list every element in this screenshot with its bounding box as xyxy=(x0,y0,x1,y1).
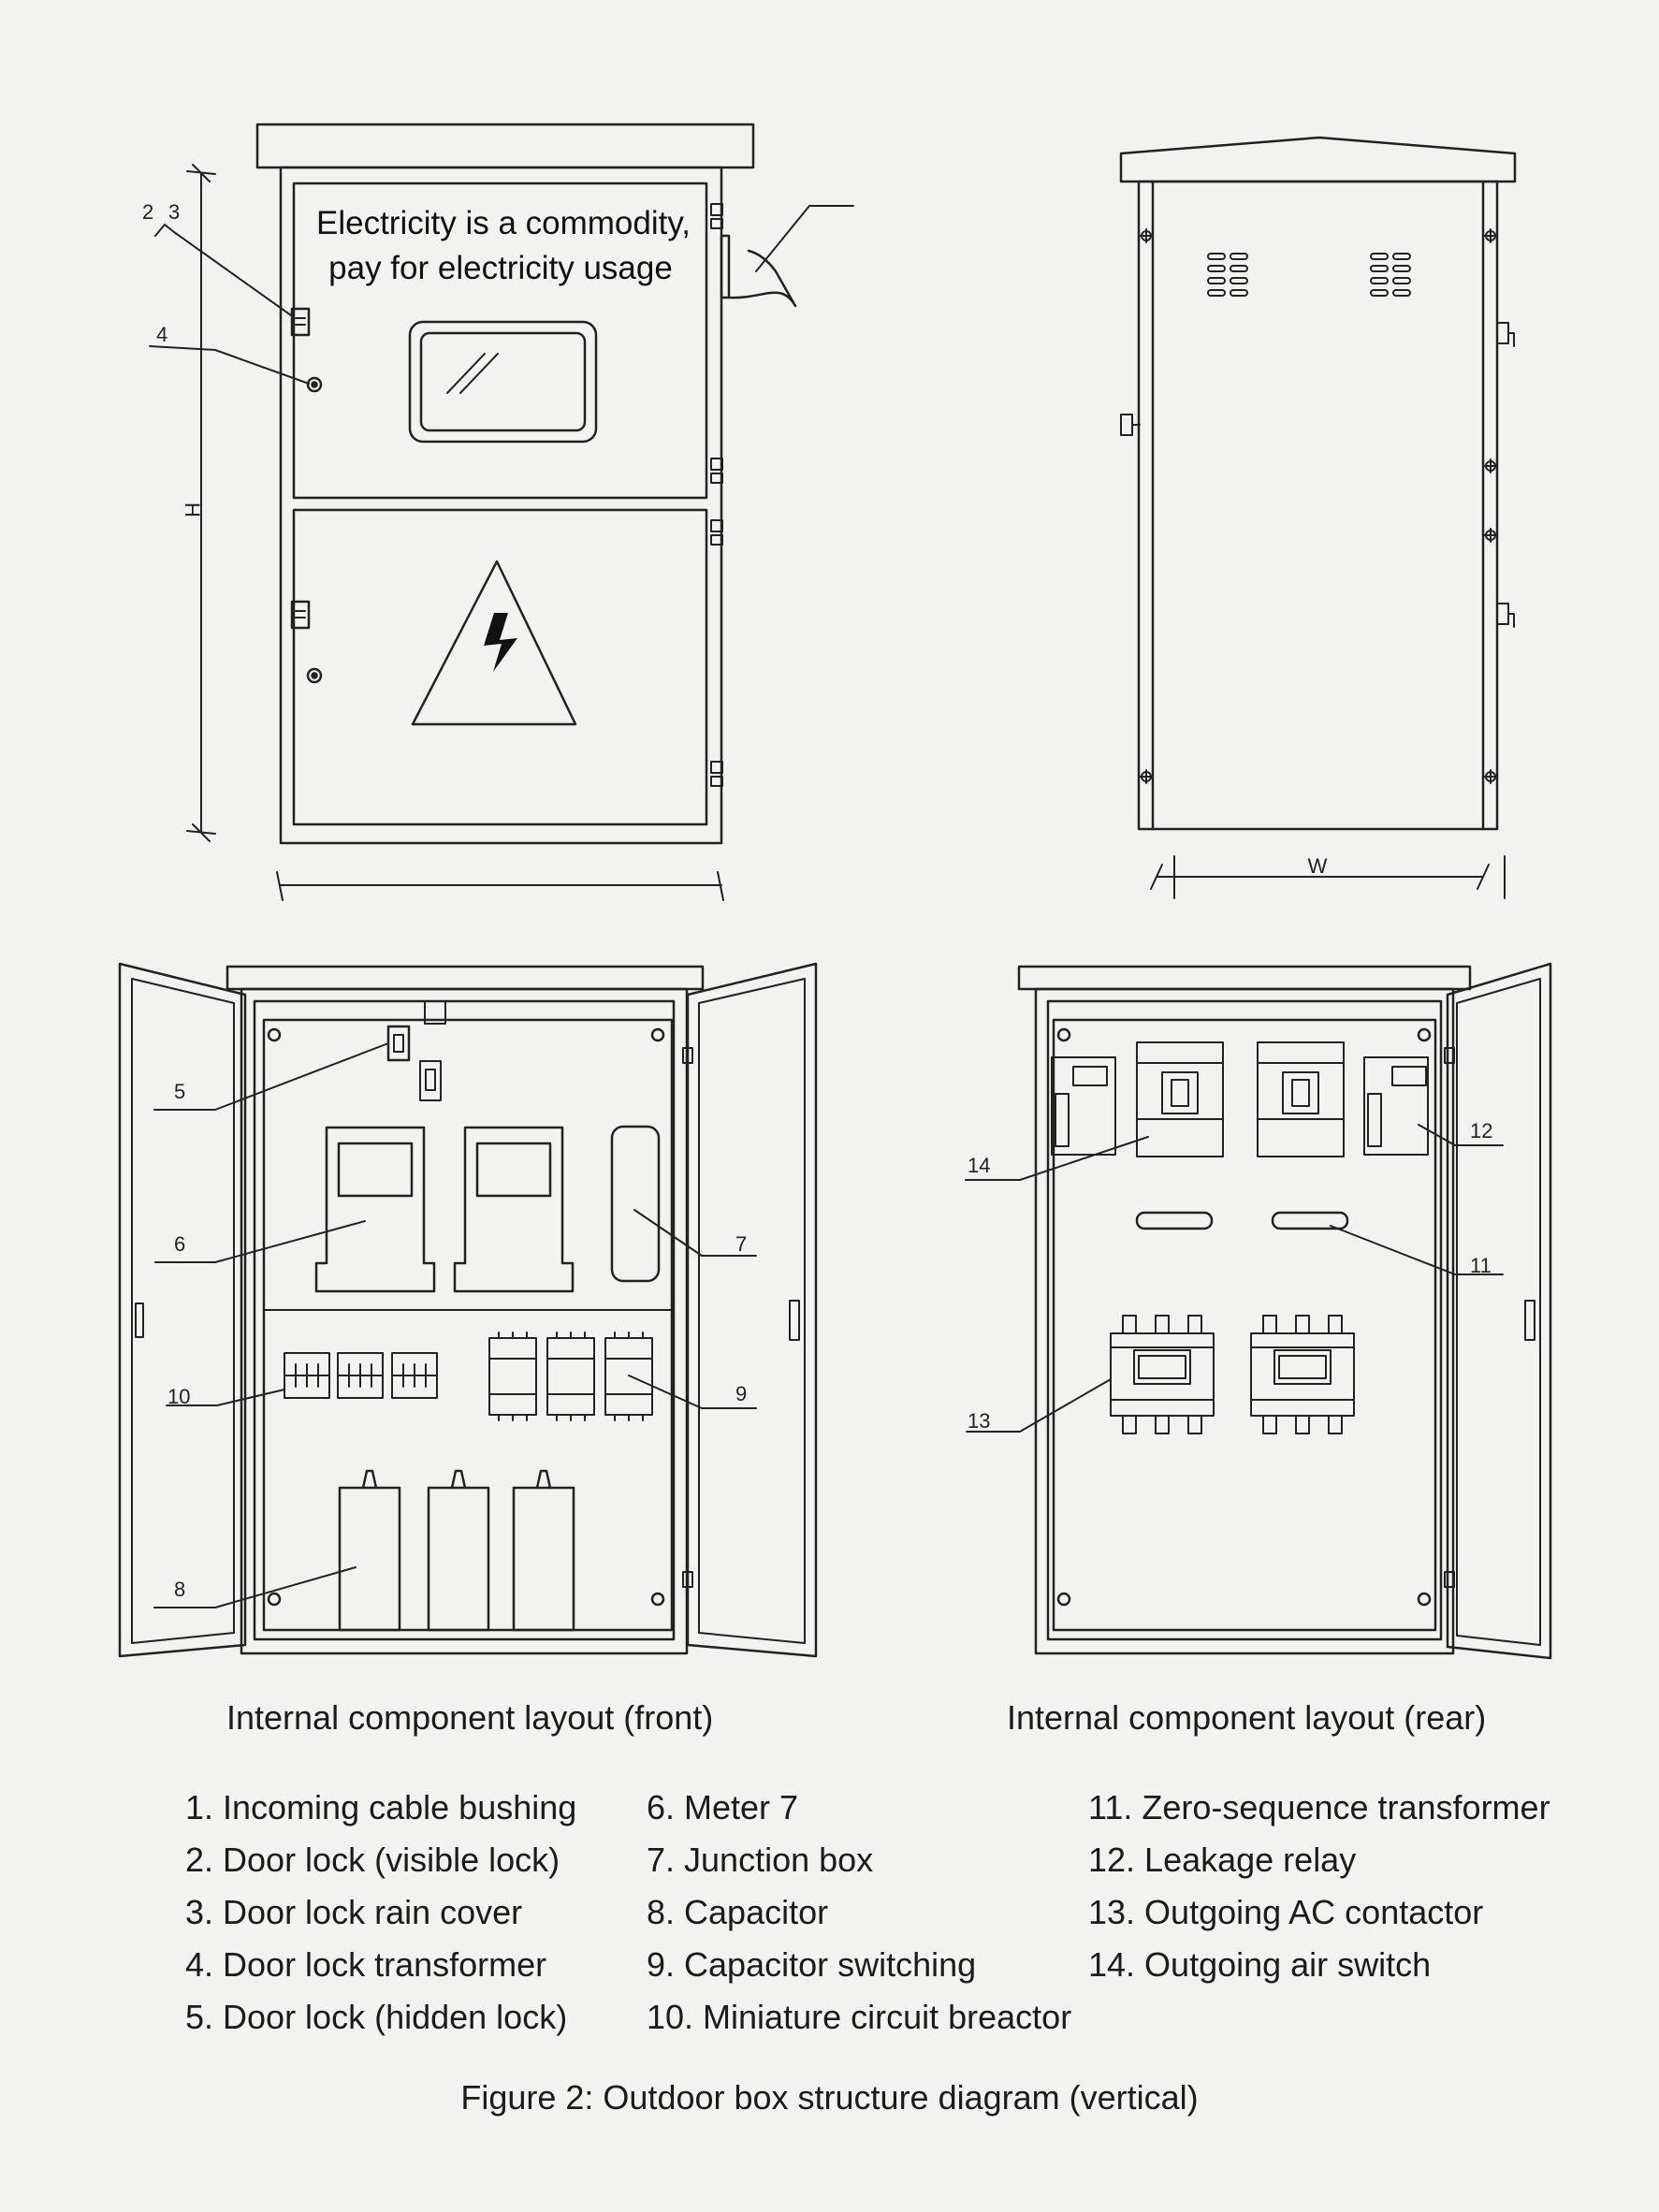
sign-line-1: Electricity is a commodity, xyxy=(316,205,691,241)
legend-item: 11. Zero-sequence transformer xyxy=(1088,1788,1550,1826)
leakage-relays xyxy=(1052,1057,1428,1155)
legend-column-2 xyxy=(647,1782,1071,2044)
sign-line-2: pay for electricity usage xyxy=(328,250,673,286)
front-left-door xyxy=(120,964,245,1656)
callout-6: 6 xyxy=(174,1232,186,1256)
junction-box xyxy=(612,1127,659,1281)
side-roof xyxy=(1121,138,1515,182)
outgoing-ac-contactors xyxy=(1111,1316,1354,1433)
legend-item: 5. Door lock (hidden lock) xyxy=(185,1998,568,2036)
width-label: W xyxy=(1307,854,1328,878)
legend-item: 1. Incoming cable bushing xyxy=(185,1788,577,1826)
internal-rear-layout xyxy=(966,964,1550,1658)
rear-mounting-plate xyxy=(1054,1020,1435,1630)
width-dimension xyxy=(1151,856,1505,898)
front-exterior-view xyxy=(142,124,853,900)
rear-cabinet-frame xyxy=(1036,989,1453,1653)
callout-3: 3 xyxy=(168,200,181,224)
callout-13: 13 xyxy=(968,1409,991,1433)
capacitor-switching xyxy=(489,1332,652,1420)
legend-item: 12. Leakage relay xyxy=(1088,1841,1357,1879)
caption-internal-front: Internal component layout (front) xyxy=(226,1698,714,1737)
caption-internal-rear: Internal component layout (rear) xyxy=(1007,1698,1487,1737)
legend-item: 6. Meter 7 xyxy=(647,1788,799,1826)
callout-8: 8 xyxy=(174,1578,186,1601)
meter-window xyxy=(410,322,596,442)
side-exterior-view xyxy=(1121,138,1515,898)
legend-column-1 xyxy=(185,1782,576,2044)
legend-column-3 xyxy=(1088,1782,1550,1991)
callout-9: 9 xyxy=(735,1382,748,1405)
side-panel xyxy=(1139,182,1497,829)
legend-item: 7. Junction box xyxy=(647,1841,874,1879)
ventilation-louvers xyxy=(1208,254,1410,296)
front-mounting-plate xyxy=(264,1020,672,1630)
outgoing-air-switches xyxy=(1137,1042,1344,1157)
internal-front-layout xyxy=(120,964,816,1656)
meters xyxy=(316,1128,573,1291)
legend-item: 8. Capacitor xyxy=(647,1893,829,1931)
legend-item: 3. Door lock rain cover xyxy=(185,1893,523,1931)
door-lock-hidden xyxy=(388,1026,409,1060)
legend-item: 14. Outgoing air switch xyxy=(1088,1945,1432,1984)
lightning-bolt-icon xyxy=(484,613,517,672)
callout-11: 11 xyxy=(1470,1254,1492,1277)
callout-12: 12 xyxy=(1470,1119,1493,1142)
callout-2: 2 xyxy=(142,200,154,224)
height-label: H xyxy=(181,502,204,517)
zero-sequence-transformer xyxy=(1137,1213,1212,1229)
incoming-cable-bushing xyxy=(721,236,729,298)
lower-door xyxy=(294,510,706,824)
callout-14: 14 xyxy=(968,1154,991,1177)
miniature-circuit-breakers xyxy=(284,1353,437,1398)
callout-10: 10 xyxy=(167,1385,191,1408)
callout-7: 7 xyxy=(735,1232,748,1256)
callout-1-leader xyxy=(756,206,853,271)
callout-5: 5 xyxy=(174,1080,186,1103)
front-cabinet-frame xyxy=(241,989,687,1653)
roof xyxy=(257,124,753,167)
legend-item: 9. Capacitor switching xyxy=(647,1945,977,1984)
legend-item: 2. Door lock (visible lock) xyxy=(185,1841,560,1879)
capacitors xyxy=(340,1471,574,1630)
front-right-door xyxy=(688,964,816,1656)
legend-item: 4. Door lock transformer xyxy=(185,1945,547,1984)
callout-4: 4 xyxy=(156,323,168,346)
legend-item: 10. Miniature circuit breactor xyxy=(647,1998,1072,2036)
legend-item: 13. Outgoing AC contactor xyxy=(1088,1893,1484,1931)
figure-caption: Figure 2: Outdoor box structure diagram (vertical) xyxy=(460,2078,1199,2117)
